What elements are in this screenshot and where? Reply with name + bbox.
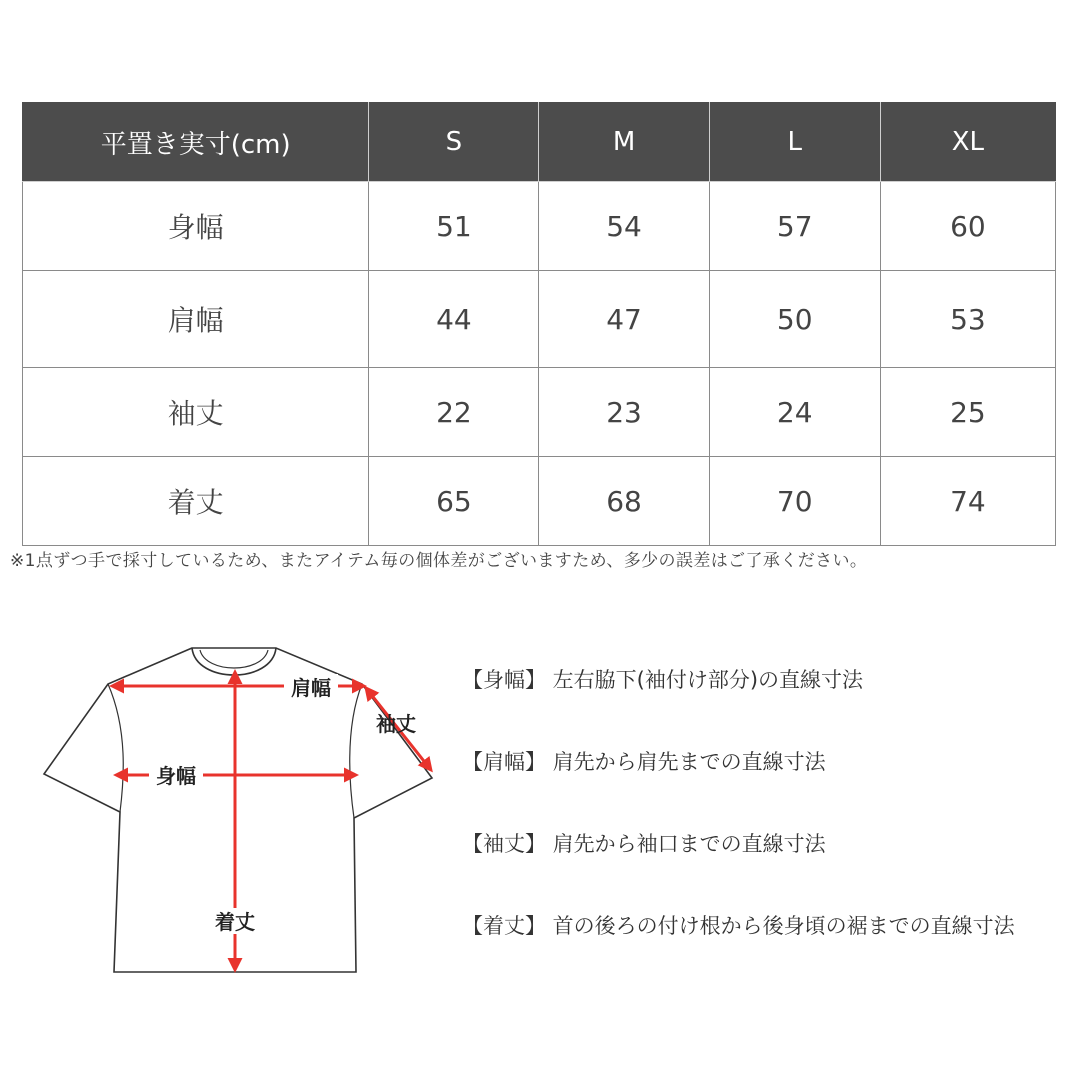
cell-value: 65: [369, 457, 539, 546]
legend-sleeve-length: 【袖丈】 肩先から袖口までの直線寸法: [462, 832, 826, 856]
header-size-xl: XL: [880, 103, 1055, 182]
cell-value: 44: [369, 271, 539, 368]
size-table: [22, 102, 1056, 546]
table-row: [23, 182, 1056, 271]
cell-value: 50: [709, 271, 880, 368]
row-label: 身幅: [23, 182, 369, 271]
shoulder-label: 肩幅: [291, 676, 331, 700]
legend-length: 【着丈】 首の後ろの付け根から後身頃の裾までの直線寸法: [462, 914, 1015, 938]
length-label: 着丈: [215, 910, 255, 934]
header-size-l: L: [709, 103, 880, 182]
table-row: [23, 368, 1056, 457]
cell-value: 25: [880, 368, 1055, 457]
cell-value: 24: [709, 368, 880, 457]
cell-value: 53: [880, 271, 1055, 368]
cell-value: 51: [369, 182, 539, 271]
table-row: [23, 457, 1056, 546]
tshirt-diagram: [0, 600, 460, 1000]
cell-value: 74: [880, 457, 1055, 546]
table-header-row: [23, 103, 1056, 182]
cell-value: 54: [539, 182, 709, 271]
cell-value: 47: [539, 271, 709, 368]
legend-shoulder-width: 【肩幅】 肩先から肩先までの直線寸法: [462, 750, 826, 774]
header-size-m: M: [539, 103, 709, 182]
cell-value: 60: [880, 182, 1055, 271]
sleeve-label: 袖丈: [376, 712, 416, 736]
measurement-note: ※1点ずつ手で採寸しているため、またアイテム毎の個体差がございますため、多少の誤差はご了承ください。: [10, 551, 868, 571]
row-label: 肩幅: [23, 271, 369, 368]
header-size-s: S: [369, 103, 539, 182]
row-label: 袖丈: [23, 368, 369, 457]
cell-value: 68: [539, 457, 709, 546]
header-measure: 平置き実寸(cm): [23, 103, 369, 182]
cell-value: 23: [539, 368, 709, 457]
cell-value: 57: [709, 182, 880, 271]
cell-value: 22: [369, 368, 539, 457]
legend-body-width: 【身幅】 左右脇下(袖付け部分)の直線寸法: [462, 668, 864, 692]
cell-value: 70: [709, 457, 880, 546]
row-label: 着丈: [23, 457, 369, 546]
table-row: [23, 271, 1056, 368]
body-width-label: 身幅: [156, 764, 196, 788]
